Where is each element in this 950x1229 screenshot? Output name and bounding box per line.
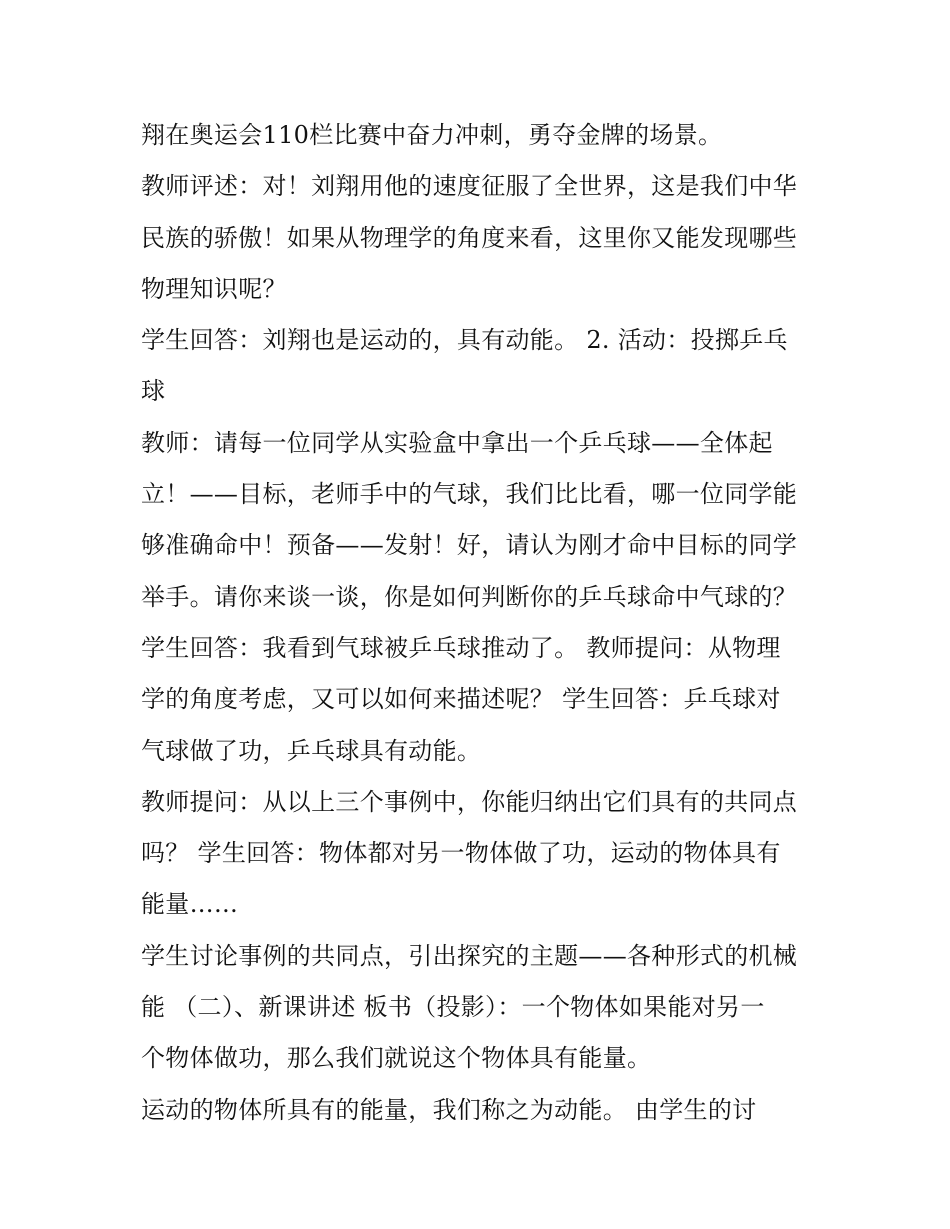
text-line: 物理知识呢？ [141, 274, 287, 303]
text-line: 学的角度考虑，又可以如何来描述呢？ 学生回答：乒乓球对 [141, 685, 781, 714]
text-line: 翔在奥运会110栏比赛中奋力冲刺，勇夺金牌的场景。 [141, 121, 723, 149]
text-line: 学生回答：刘翔也是运动的，具有动能。 2. 活动：投掷乒乓 [141, 326, 788, 355]
text-line: 立！——目标，老师手中的气球，我们比比看，哪一位同学能 [141, 480, 798, 509]
text-line: 吗？ 学生回答：物体都对另一物体做了功，运动的物体具有 [141, 839, 781, 868]
text-line: 教师：请每一位同学从实验盒中拿出一个乒乓球——全体起 [141, 428, 773, 457]
text-line: 运动的物体所具有的能量，我们称之为动能。 由学生的讨 [141, 1095, 757, 1124]
text-line: 能 （二）、新课讲述 板书（投影）：一个物体如果能对另一 [141, 993, 765, 1022]
text-line: 学生回答：我看到气球被乒乓球推动了。 教师提问：从物理 [141, 633, 781, 662]
text-line: 教师提问：从以上三个事例中，你能归纳出它们具有的共同点 [141, 787, 798, 816]
text-line: 能量…… [141, 890, 239, 919]
text-line: 球 [141, 377, 166, 406]
text-line: 教师评述：对！刘翔用他的速度征服了全世界，这是我们中华 [141, 172, 798, 201]
text-line: 够准确命中！预备——发射！好，请认为刚才命中目标的同学 [141, 531, 798, 560]
text-line: 学生讨论事例的共同点，引出探究的主题——各种形式的机械 [141, 941, 798, 970]
text-line: 民族的骄傲！如果从物理学的角度来看，这里你又能发现哪些 [141, 223, 798, 252]
text-line: 个物体做功，那么我们就说这个物体具有能量。 [141, 1044, 652, 1073]
text-line: 气球做了功，乒乓球具有动能。 [141, 736, 482, 765]
text-line: 举手。请你来谈一谈，你是如何判断你的乒乓球命中气球的？ [141, 582, 798, 611]
document-body [141, 110, 821, 1136]
